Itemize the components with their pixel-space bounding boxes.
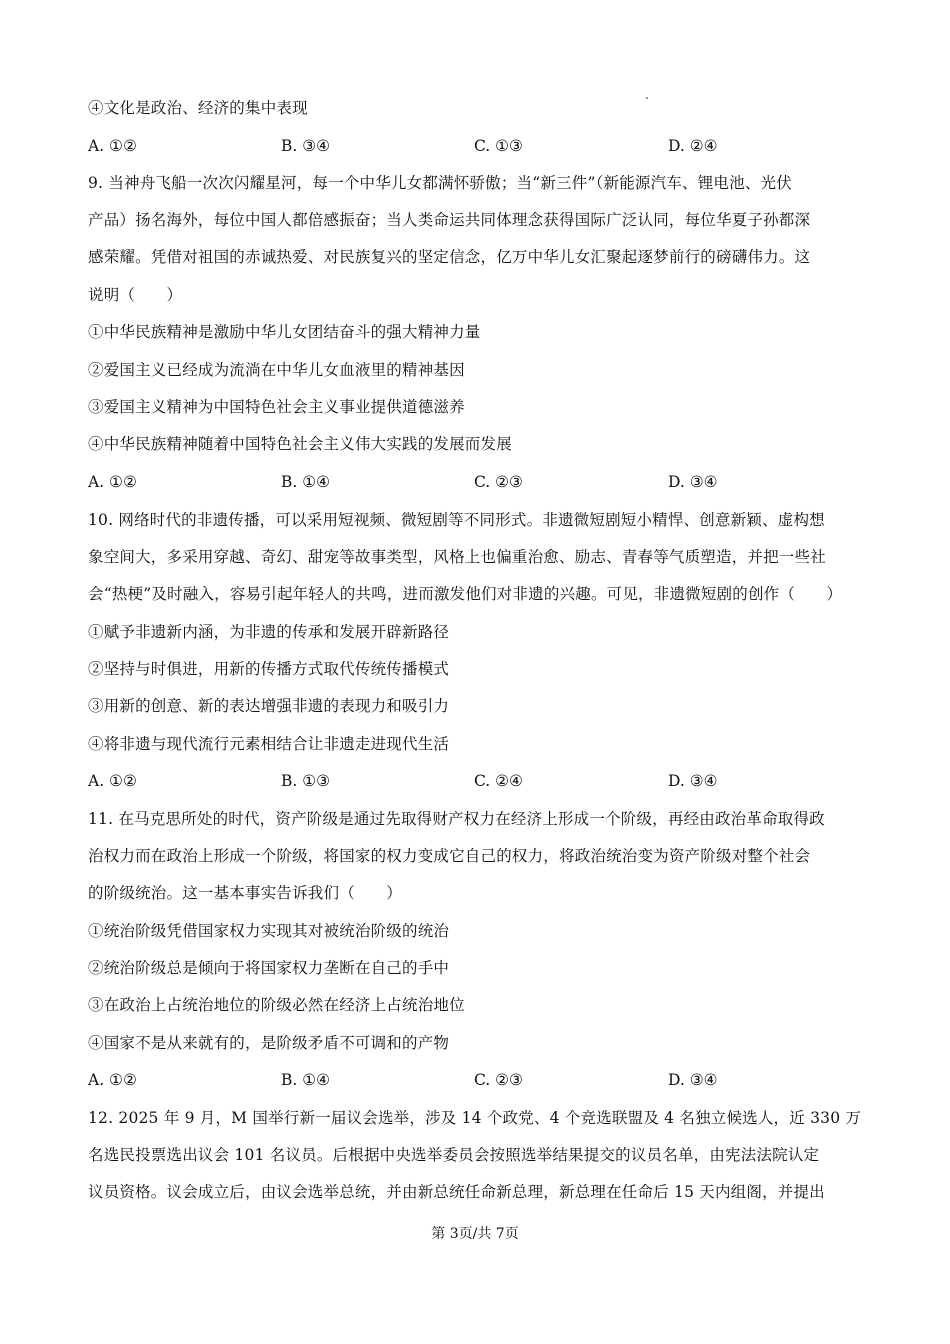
q9-option-c: C. ②③	[474, 473, 523, 491]
q8-option-a: A. ①②	[88, 137, 137, 155]
q11-statement-2: ②统治阶级总是倾向于将国家权力垄断在自己的手中	[88, 959, 450, 977]
q8-option-c: C. ①③	[474, 137, 523, 155]
q10-stem-line-1: 10. 网络时代的非遗传播，可以采用短视频、微短剧等不同形式。非遗微短剧短小精悍、创意新颖、虚构想	[88, 511, 825, 529]
q10-option-b: B. ①③	[281, 772, 331, 790]
q11-option-c: C. ②③	[474, 1071, 523, 1089]
q10-statement-1: ①赋予非遗新内涵，为非遗的传承和发展开辟新路径	[88, 623, 450, 641]
q8-option-d: D. ②④	[668, 137, 718, 155]
q11-stem-line-3: 的阶级统治。这一基本事实告诉我们（ ）	[88, 884, 403, 902]
q9-statement-1: ①中华民族精神是激励中华儿女团结奋斗的强大精神力量	[88, 323, 481, 341]
q11-stem-line-1: 11. 在马克思所处的时代，资产阶级是通过先取得财产权力在经济上形成一个阶级，再经由政治革命取得政	[88, 810, 825, 828]
q10-options	[88, 771, 868, 791]
q9-stem-line-2: 产品）扬名海外，每位中国人都倍感振奋；当人类命运共同体理念获得国际广泛认同，每位华夏子孙都深	[88, 211, 811, 229]
q11-stem-line-2: 治权力而在政治上形成一个阶级，将国家的权力变成它自己的权力，将政治统治变为资产阶级对整个社会	[88, 847, 811, 865]
q9-statement-4: ④中华民族精神随着中国特色社会主义伟大实践的发展而发展	[88, 435, 512, 453]
q10-statement-2: ②坚持与时俱进，用新的传播方式取代传统传播模式	[88, 660, 450, 678]
q9-options	[88, 472, 868, 492]
q9-option-b: B. ①④	[281, 473, 331, 491]
q11-option-d: D. ③④	[668, 1071, 718, 1089]
q8-option-b: B. ③④	[281, 137, 331, 155]
q9-statement-3: ③爱国主义精神为中国特色社会主义事业提供道德滋养	[88, 398, 465, 416]
q11-statement-3: ③在政治上占统治地位的阶级必然在经济上占统治地位	[88, 996, 465, 1014]
q10-option-d: D. ③④	[668, 772, 718, 790]
q12-stem-line-3: 议员资格。议会成立后，由议会选举总统，并由新总统任命新总理，新总理在任命后 15 天内组阁，并提出	[88, 1183, 825, 1201]
q11-option-b: B. ①④	[281, 1071, 331, 1089]
q9-stem-line-1: 9. 当神舟飞船一次次闪耀星河，每一个中华儿女都满怀骄傲；当“新三件”（新能源汽车、锂电池、光伏	[88, 174, 792, 192]
q10-option-a: A. ①②	[88, 772, 137, 790]
q9-statement-2: ②爱国主义已经成为流淌在中华儿女血液里的精神基因	[88, 361, 465, 379]
q11-options	[88, 1070, 868, 1090]
q9-option-d: D. ③④	[668, 473, 718, 491]
q11-option-a: A. ①②	[88, 1071, 137, 1089]
q8-statement-4: ④文化是政治、经济的集中表现	[88, 99, 308, 117]
q11-statement-1: ①统治阶级凭借国家权力实现其对被统治阶级的统治	[88, 922, 450, 940]
q10-stem-line-3: 会“热梗”及时融入，容易引起年轻人的共鸣，进而激发他们对非遗的兴趣。可见，非遗微短剧的创作（ ）	[88, 585, 843, 603]
q9-option-a: A. ①②	[88, 473, 137, 491]
q9-stem-line-3: 感荣耀。凭借对祖国的赤诚热爱、对民族复兴的坚定信念，亿万中华儿女汇聚起逐梦前行的磅礴伟力。这	[88, 248, 811, 266]
q8-options	[88, 136, 868, 156]
q12-stem-line-1: 12. 2025 年 9 月，M 国举行新一届议会选举，涉及 14 个政党、4 个竞选联盟及 4 名独立候选人，近 330 万	[88, 1109, 862, 1127]
q12-stem-line-2: 名选民投票选出议会 101 名议员。后根据中央选举委员会按照选举结果提交的议员名单，由宪法法院认定	[88, 1146, 820, 1164]
q10-option-c: C. ②④	[474, 772, 523, 790]
q10-stem-line-2: 象空间大，多采用穿越、奇幻、甜宠等故事类型，风格上也偏重治愈、励志、青春等气质塑造，并把一些社	[88, 548, 826, 566]
q10-statement-4: ④将非遗与现代流行元素相结合让非遗走进现代生活	[88, 735, 450, 753]
page-number-footer: 第 3页/共 7页	[431, 1226, 519, 1242]
q10-statement-3: ③用新的创意、新的表达增强非遗的表现力和吸引力	[88, 697, 450, 715]
q11-statement-4: ④国家不是从来就有的，是阶级矛盾不可调和的产物	[88, 1034, 450, 1052]
q9-stem-line-4: 说明（ ）	[88, 286, 183, 304]
